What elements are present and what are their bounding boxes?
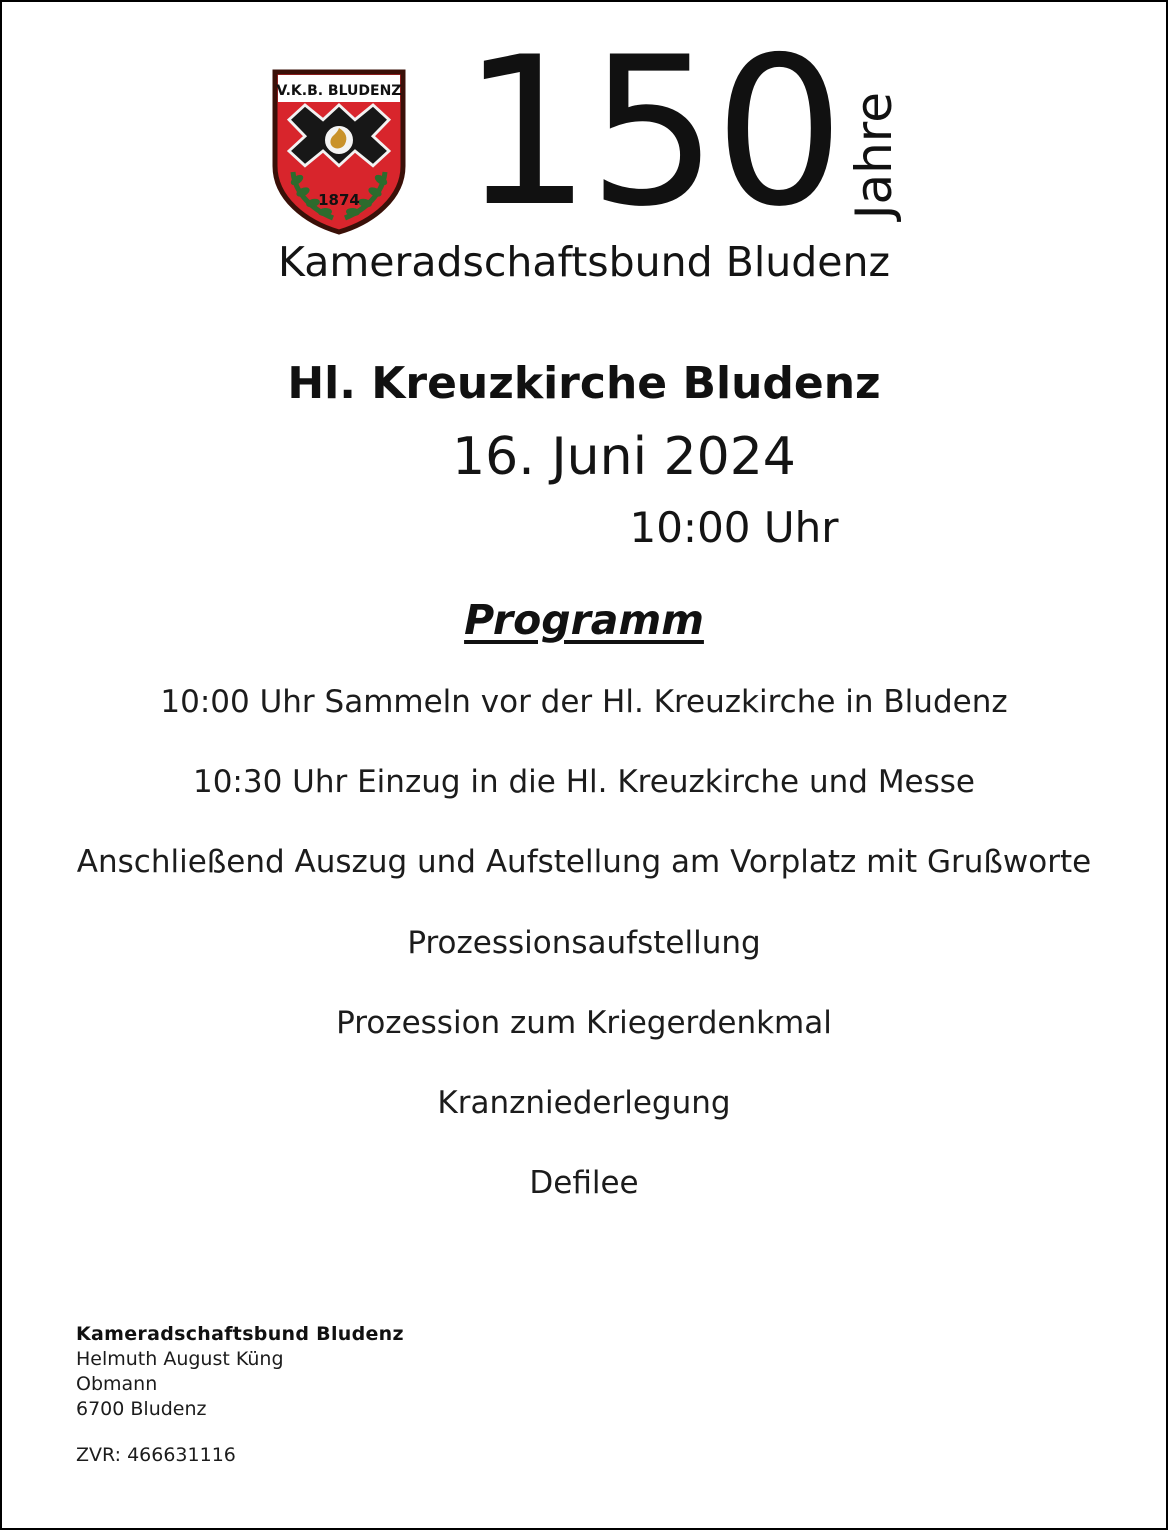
event-date: 16. Juni 2024: [452, 427, 796, 487]
programm-item: Prozession zum Kriegerdenkmal: [336, 1004, 832, 1041]
footer-contact-name: Helmuth August Küng: [76, 1348, 284, 1370]
svg-text:1874: 1874: [318, 191, 361, 209]
footer-zvr: ZVR: 466631116: [76, 1444, 236, 1466]
footer-contact: [76, 1323, 404, 1466]
programm-item: 10:00 Uhr Sammeln vor der Hl. Kreuzkirche in Bludenz: [160, 684, 1008, 720]
anniversary-number: 150: [461, 14, 841, 252]
footer-role: Obmann: [76, 1373, 158, 1395]
programm-list: [2, 684, 1166, 1202]
programm-item: Kranzniederlegung: [437, 1084, 731, 1121]
programm-item: Prozessionsaufstellung: [407, 924, 761, 961]
programm-item: Anschließend Auszug und Aufstellung am Vorplatz mit Grußworte: [76, 844, 1092, 881]
programm-item: 10:30 Uhr Einzug in die Hl. Kreuzkirche und Messe: [192, 764, 976, 801]
club-name: Kameradschaftsbund Bludenz: [278, 238, 890, 286]
svg-text:V.K.B. BLUDENZ: V.K.B. BLUDENZ: [276, 83, 402, 99]
logo-row: [269, 14, 903, 252]
programm-item: Defilee: [529, 1165, 639, 1202]
anniversary-unit-wrap: [844, 92, 903, 220]
poster-header: [2, 2, 1166, 286]
event-place: Hl. Kreuzkirche Bludenz: [287, 358, 881, 409]
footer-organisation: Kameradschaftsbund Bludenz: [76, 1323, 404, 1345]
programm-heading: Programm: [464, 596, 704, 644]
club-crest: [269, 68, 409, 236]
event-details: [2, 358, 1166, 552]
iron-cross-crest-icon: [269, 68, 409, 236]
anniversary-unit: Jahre: [844, 92, 903, 220]
footer-city: 6700 Bludenz: [76, 1398, 207, 1420]
event-time: 10:00 Uhr: [629, 503, 839, 552]
